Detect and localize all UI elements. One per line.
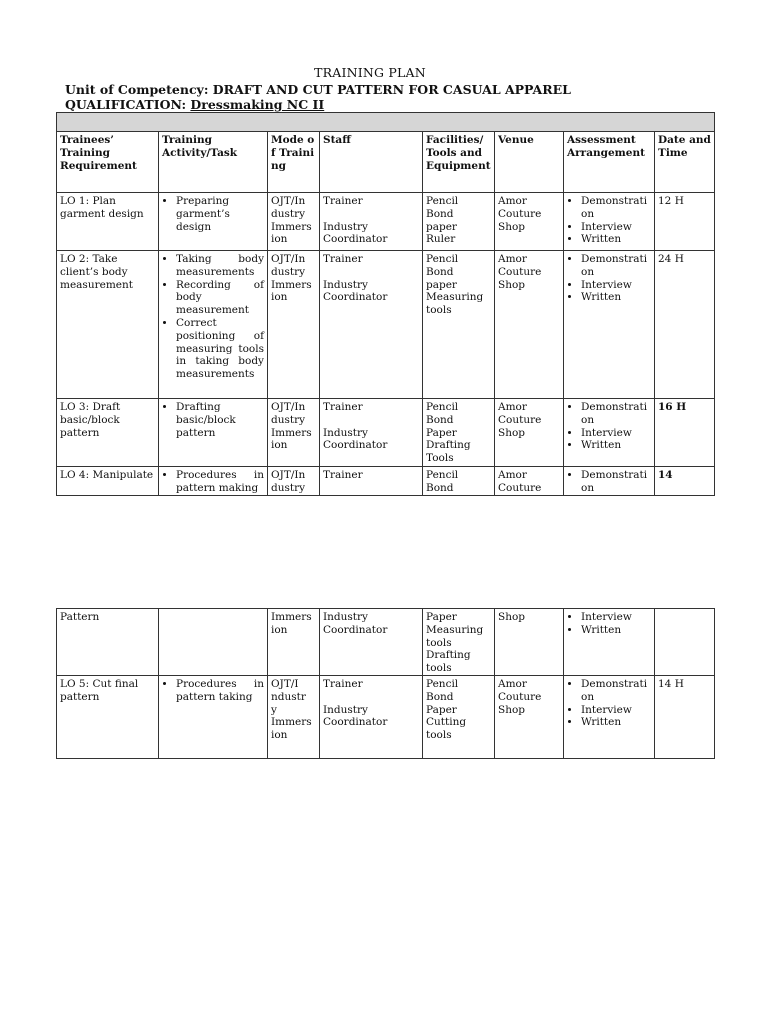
facilities-cell-line: Bond [426,207,454,220]
facilities-cell [423,251,495,399]
staff-cell [320,193,423,251]
mode-of-training-cell-line: Immers [271,278,312,291]
venue-cell [495,251,564,399]
date-time-cell: 14 [655,467,715,496]
training-activity-cell [159,467,268,496]
facilities-cell-line: Measuring [426,623,484,636]
assessment-cell-item: • Interview [581,611,651,624]
training-activity-cell-item: • Correct positioning of measuring tools in taking body measurements [176,317,264,381]
assessment-cell-item: • Demonstration [581,678,651,704]
assessment-cell [564,251,655,399]
staff-cell-line: Industry [323,611,368,623]
date-time-cell: 12 H [655,193,715,251]
staff-cell-line: Industry [323,703,368,716]
mode-of-training-cell-line: ion [271,291,288,304]
date-time-cell [655,609,715,676]
assessment-cell-item: • Interview [581,279,651,292]
training-activity-cell-item: • Procedures in pattern taking [176,678,264,704]
mode-of-training-cell [268,251,320,399]
mode-of-training-cell-line: y [271,703,277,716]
mode-of-training-cell-line: dustry [271,207,306,220]
venue-cell-line: Amor [498,678,527,690]
staff-cell-line: Trainer [323,253,363,265]
mode-of-training-cell [268,193,320,251]
venue-cell-line: Couture [498,690,542,703]
training-activity-cell-item: • Preparing garment’s design [176,195,264,233]
column-header: Venue [495,132,564,193]
training-plan-table [56,112,715,496]
mode-of-training-cell-line: OJT/In [271,401,306,413]
table-row [57,467,715,496]
mode-of-training-cell-line: dustry [271,481,306,494]
staff-cell-line: Coordinator [323,623,388,636]
training-activity-cell [159,193,268,251]
staff-cell-line: Coordinator [323,233,388,246]
facilities-cell-line: Paper [426,611,457,623]
learning-outcome-cell: LO 4: Manipulate [57,467,159,496]
assessment-cell-item: • Written [581,624,651,637]
table-row [57,676,715,759]
assessment-cell-list [567,611,651,637]
mode-of-training-cell-line: ion [271,623,288,636]
facilities-cell-line: Drafting [426,439,471,452]
staff-cell [320,399,423,467]
facilities-cell-line: Tools [426,452,454,465]
facilities-cell-line: tools [426,304,452,317]
mode-of-training-cell [268,399,320,467]
date-time-cell: 16 H [655,399,715,467]
staff-cell [320,676,423,759]
staff-cell-line: Trainer [323,195,363,207]
mode-of-training-cell-line: Immers [271,220,312,233]
staff-cell [320,251,423,399]
venue-cell-line: Shop [498,703,525,716]
mode-of-training-cell-line: dustry [271,265,306,278]
learning-outcome-cell: LO 5: Cut final pattern [57,676,159,759]
assessment-cell-item: • Interview [581,427,651,440]
mode-of-training-cell-line: dustry [271,413,306,426]
column-header: Date and Time [655,132,715,193]
venue-cell-line: Amor [498,195,527,207]
mode-of-training-cell-line: Immers [271,426,312,439]
assessment-cell-list [567,469,651,495]
staff-cell-line: Industry [323,426,368,439]
qualification-label: QUALIFICATION: [65,97,191,112]
unit-of-competency [65,82,571,97]
training-activity-cell-item: • Procedures in pattern making [176,469,264,495]
table-row [57,251,715,399]
assessment-cell-list [567,678,651,729]
facilities-cell-line: Pencil [426,678,459,690]
assessment-cell-item: • Interview [581,704,651,717]
assessment-cell-item: • Demonstration [581,469,651,495]
facilities-cell-line: Pencil [426,401,459,413]
staff-cell-line [323,414,419,427]
facilities-cell [423,609,495,676]
staff-cell-line: Coordinator [323,291,388,304]
staff-cell-line [323,208,419,221]
learning-outcome-cell: Pattern [57,609,159,676]
document-title: TRAINING PLAN [314,65,426,80]
column-header: Trainees’ Training Requirement [57,132,159,193]
assessment-cell-list [567,401,651,452]
facilities-cell [423,399,495,467]
facilities-cell-line: paper [426,220,457,233]
training-activity-cell-item: • Drafting basic/block pattern [176,401,264,439]
facilities-cell-line: Cutting [426,716,467,729]
venue-cell-line: Shop [498,426,525,439]
facilities-cell-line: Bond [426,265,454,278]
venue-cell [495,467,564,496]
mode-of-training-cell-line: OJT/In [271,195,306,207]
venue-cell-line: Shop [498,220,525,233]
qualification-value: Dressmaking NC II [190,97,325,112]
column-header: Assessment Arrangement [564,132,655,193]
mode-of-training-cell-line: ion [271,439,288,452]
facilities-cell-line: Pencil [426,253,459,265]
unit-label: Unit of Competency: [65,82,213,97]
assessment-cell [564,193,655,251]
venue-cell-line: Amor [498,401,527,413]
assessment-cell-list [567,195,651,246]
mode-of-training-cell [268,676,320,759]
learning-outcome-cell: LO 1: Plan garment design [57,193,159,251]
staff-cell-line [323,691,419,704]
staff-cell-line: Trainer [323,678,363,690]
mode-of-training-cell-line: OJT/I [271,678,299,690]
column-header: Mode of Training [268,132,320,193]
venue-cell-line: Couture [498,413,542,426]
venue-cell [495,193,564,251]
staff-cell [320,609,423,676]
assessment-cell-item: • Written [581,233,651,246]
training-activity-cell [159,676,268,759]
venue-cell-line: Amor [498,469,527,481]
training-activity-cell-list [162,253,264,381]
column-header: Staff [320,132,423,193]
table-shaded-band [57,113,715,132]
venue-cell-line: Couture [498,207,542,220]
assessment-cell-item: • Written [581,291,651,304]
staff-cell-line: Industry [323,220,368,233]
date-time-cell: 24 H [655,251,715,399]
venue-cell [495,399,564,467]
training-activity-cell [159,399,268,467]
facilities-cell-line: Bond [426,413,454,426]
learning-outcome-cell: LO 3: Draft basic/block pattern [57,399,159,467]
assessment-cell-item: • Written [581,439,651,452]
facilities-cell-line: tools [426,662,452,675]
mode-of-training-cell-line: OJT/In [271,469,306,481]
mode-of-training-cell [268,609,320,676]
facilities-cell-line: Paper [426,703,457,716]
facilities-cell-line: Bond [426,481,454,494]
mode-of-training-cell-line: OJT/In [271,253,306,265]
staff-cell [320,467,423,496]
learning-outcome-cell: LO 2: Take client’s body measurement [57,251,159,399]
facilities-cell-line: Drafting [426,649,471,662]
mode-of-training-cell-line: ion [271,233,288,246]
assessment-cell-item: • Interview [581,221,651,234]
facilities-cell-line: tools [426,636,452,649]
column-header: Training Activity/Task [159,132,268,193]
training-activity-cell-list [162,678,264,704]
staff-cell-line: Trainer [323,401,363,413]
facilities-cell-line: Pencil [426,195,459,207]
assessment-cell [564,399,655,467]
facilities-cell-line: tools [426,729,452,742]
table-header-row [57,132,715,193]
assessment-cell-item: • Demonstration [581,253,651,279]
facilities-cell [423,193,495,251]
assessment-cell-list [567,253,651,304]
training-activity-cell-list [162,195,264,233]
mode-of-training-cell-line: Immers [271,611,312,623]
table-row [57,609,715,676]
assessment-cell-item: • Demonstration [581,401,651,427]
assessment-cell-item: • Demonstration [581,195,651,221]
facilities-cell-line: Pencil [426,469,459,481]
venue-cell [495,676,564,759]
assessment-cell [564,467,655,496]
unit-value: DRAFT AND CUT PATTERN FOR CASUAL APPAREL [212,82,571,97]
training-activity-cell-item: • Recording of body measurement [176,279,264,317]
training-plan-table-continued [56,608,715,759]
venue-cell-line: Couture [498,265,542,278]
venue-cell-line: Shop [498,611,525,623]
table-row [57,193,715,251]
training-activity-cell [159,609,268,676]
venue-cell-line: Amor [498,253,527,265]
facilities-cell-line: paper [426,278,457,291]
training-activity-cell-list [162,401,264,439]
table-row [57,399,715,467]
staff-cell-line: Industry [323,278,368,291]
date-time-cell: 14 H [655,676,715,759]
facilities-cell [423,676,495,759]
facilities-cell-line: Paper [426,426,457,439]
facilities-cell-line: Bond [426,690,454,703]
mode-of-training-cell [268,467,320,496]
staff-cell-line: Trainer [323,469,363,481]
facilities-cell-line: Measuring [426,291,484,304]
venue-cell-line: Shop [498,278,525,291]
venue-cell [495,609,564,676]
staff-cell-line: Coordinator [323,716,388,729]
mode-of-training-cell-line: Immers [271,716,312,729]
training-activity-cell-list [162,469,264,495]
assessment-cell-item: • Written [581,716,651,729]
venue-cell-line: Couture [498,481,542,494]
training-activity-cell [159,251,268,399]
mode-of-training-cell-line: ion [271,729,288,742]
assessment-cell [564,609,655,676]
staff-cell-line: Coordinator [323,439,388,452]
training-activity-cell-item: • Taking body measurements [176,253,264,279]
qualification [65,97,324,112]
facilities-cell-line: Ruler [426,233,456,246]
assessment-cell [564,676,655,759]
mode-of-training-cell-line: ndustr [271,690,306,703]
facilities-cell [423,467,495,496]
staff-cell-line [323,266,419,279]
column-header: Facilities/ Tools and Equipment [423,132,495,193]
